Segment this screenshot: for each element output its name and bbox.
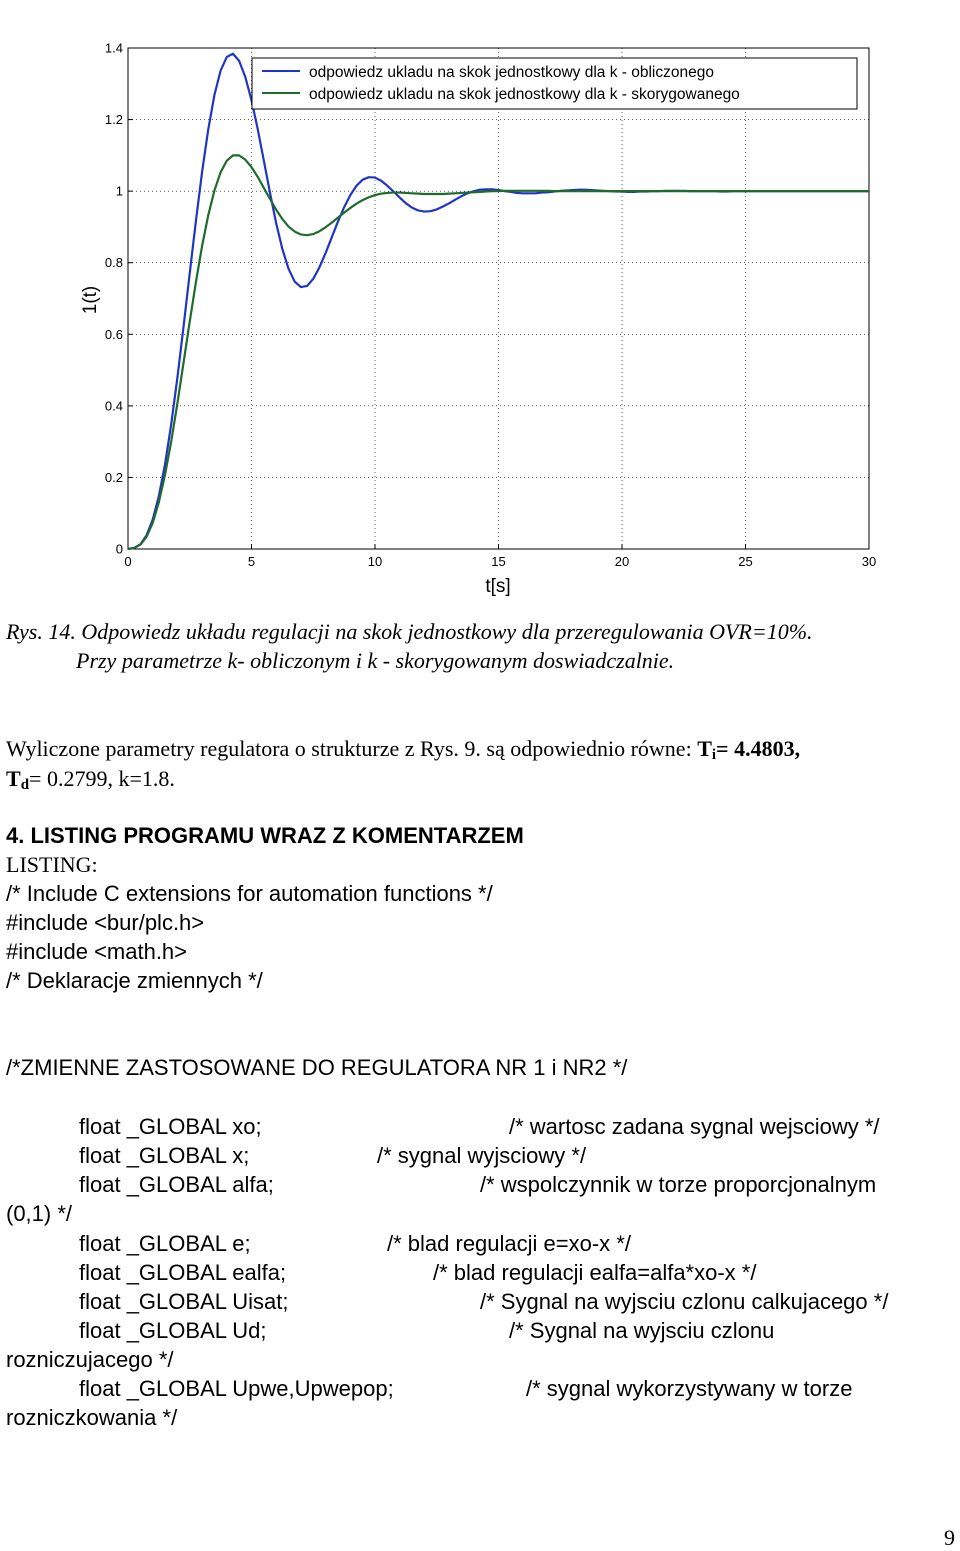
ti-label: T bbox=[697, 736, 712, 761]
code-comment-upwe: /* sygnal wykorzystywany w torze bbox=[526, 1376, 853, 1401]
code-decl-uisat: float _GLOBAL Uisat; bbox=[79, 1289, 289, 1314]
x-tick-label: 5 bbox=[247, 554, 256, 569]
x-tick-label: 10 bbox=[367, 554, 383, 569]
code-comment-ealfa: /* blad regulacji ealfa=alfa*xo-x */ bbox=[433, 1260, 757, 1285]
code-line-include-math: #include <math.h> bbox=[6, 939, 188, 964]
y-tick-label: 0.4 bbox=[104, 398, 123, 414]
code-comment-ud-wrap: rozniczujacego */ bbox=[6, 1347, 174, 1372]
td-label: T bbox=[6, 766, 21, 791]
parameters-paragraph-line-1 bbox=[6, 736, 800, 764]
code-comment-alfa: /* wspolczynnik w torze proporcjonalnym bbox=[480, 1172, 877, 1197]
chart-legend bbox=[252, 58, 857, 109]
code-comment-alfa-wrap: (0,1) */ bbox=[6, 1201, 73, 1226]
parameters-text: Wyliczone parametry regulatora o strukturze z Rys. 9. są odpowiednio równe: bbox=[6, 736, 698, 761]
y-tick-label: 0.2 bbox=[104, 469, 123, 485]
parameters-paragraph-line-2 bbox=[6, 766, 175, 794]
x-tick-label: 30 bbox=[861, 554, 877, 569]
code-comment-ud: /* Sygnal na wyjsciu czlonu bbox=[509, 1318, 775, 1343]
ti-subscript: i bbox=[711, 747, 717, 763]
code-decl-upwe: float _GLOBAL Upwe,Upwepop; bbox=[79, 1376, 394, 1401]
x-tick-label: 0 bbox=[124, 554, 132, 569]
section-heading: 4. LISTING PROGRAMU WRAZ Z KOMENTARZEM bbox=[6, 823, 524, 848]
code-decl-ealfa: float _GLOBAL ealfa; bbox=[79, 1260, 287, 1285]
page-number: 9 bbox=[944, 1525, 955, 1550]
listing-label: LISTING: bbox=[6, 852, 98, 877]
y-tick-label: 0 bbox=[115, 541, 123, 557]
y-axis-label: 1(t) bbox=[80, 285, 101, 315]
ti-value: = 4.4803, bbox=[716, 736, 801, 761]
figure-caption-line-1: Rys. 14. Odpowiedz układu regulacji na skok jednostkowy dla przeregulowania OVR=10%. bbox=[6, 619, 813, 644]
y-tick-label: 0.6 bbox=[104, 326, 123, 342]
code-decl-xo: float _GLOBAL xo; bbox=[79, 1114, 262, 1139]
code-line-comment-variables: /*ZMIENNE ZASTOSOWANE DO REGULATORA NR 1 i NR2 */ bbox=[6, 1055, 628, 1080]
legend-label-series-1: odpowiedz ukladu na skok jednostkowy dla k - obliczonego bbox=[309, 64, 714, 81]
x-axis-label: t[s] bbox=[485, 576, 511, 597]
code-comment-xo: /* wartosc zadana sygnal wejsciowy */ bbox=[509, 1114, 880, 1139]
code-comment-x: /* sygnal wyjsciowy */ bbox=[377, 1143, 587, 1168]
figure-caption-line-2: Przy parametrze k- obliczonym i k - skorygowanym doswiadczalnie. bbox=[76, 648, 675, 673]
x-tick-label: 20 bbox=[614, 554, 630, 569]
code-decl-alfa: float _GLOBAL alfa; bbox=[79, 1172, 274, 1197]
y-tick-label: 1.2 bbox=[104, 112, 123, 128]
code-comment-e: /* blad regulacji e=xo-x */ bbox=[387, 1231, 631, 1256]
y-tick-label: 1 bbox=[115, 183, 123, 199]
td-value: = 0.2799, k=1.8. bbox=[29, 766, 175, 791]
code-decl-x: float _GLOBAL x; bbox=[79, 1143, 250, 1168]
td-subscript: d bbox=[20, 777, 30, 793]
code-comment-uisat: /* Sygnal na wyjsciu czlonu calkujacego */ bbox=[480, 1289, 889, 1314]
legend-label-series-2: odpowiedz ukladu na skok jednostkowy dla k - skorygowanego bbox=[309, 86, 740, 103]
code-comment-upwe-wrap: rozniczkowania */ bbox=[6, 1405, 178, 1430]
code-line-include-plc: #include <bur/plc.h> bbox=[6, 910, 205, 935]
y-tick-label: 1.4 bbox=[104, 40, 123, 56]
x-tick-label: 15 bbox=[491, 554, 506, 569]
step-response-chart bbox=[0, 0, 960, 615]
code-decl-ud: float _GLOBAL Ud; bbox=[79, 1318, 267, 1343]
y-tick-label: 0.8 bbox=[104, 255, 123, 271]
code-line-comment-include: /* Include C extensions for automation functions */ bbox=[6, 881, 493, 906]
x-tick-label: 25 bbox=[738, 554, 753, 569]
code-decl-e: float _GLOBAL e; bbox=[79, 1231, 251, 1256]
code-line-comment-declarations: /* Deklaracje zmiennych */ bbox=[6, 968, 263, 993]
